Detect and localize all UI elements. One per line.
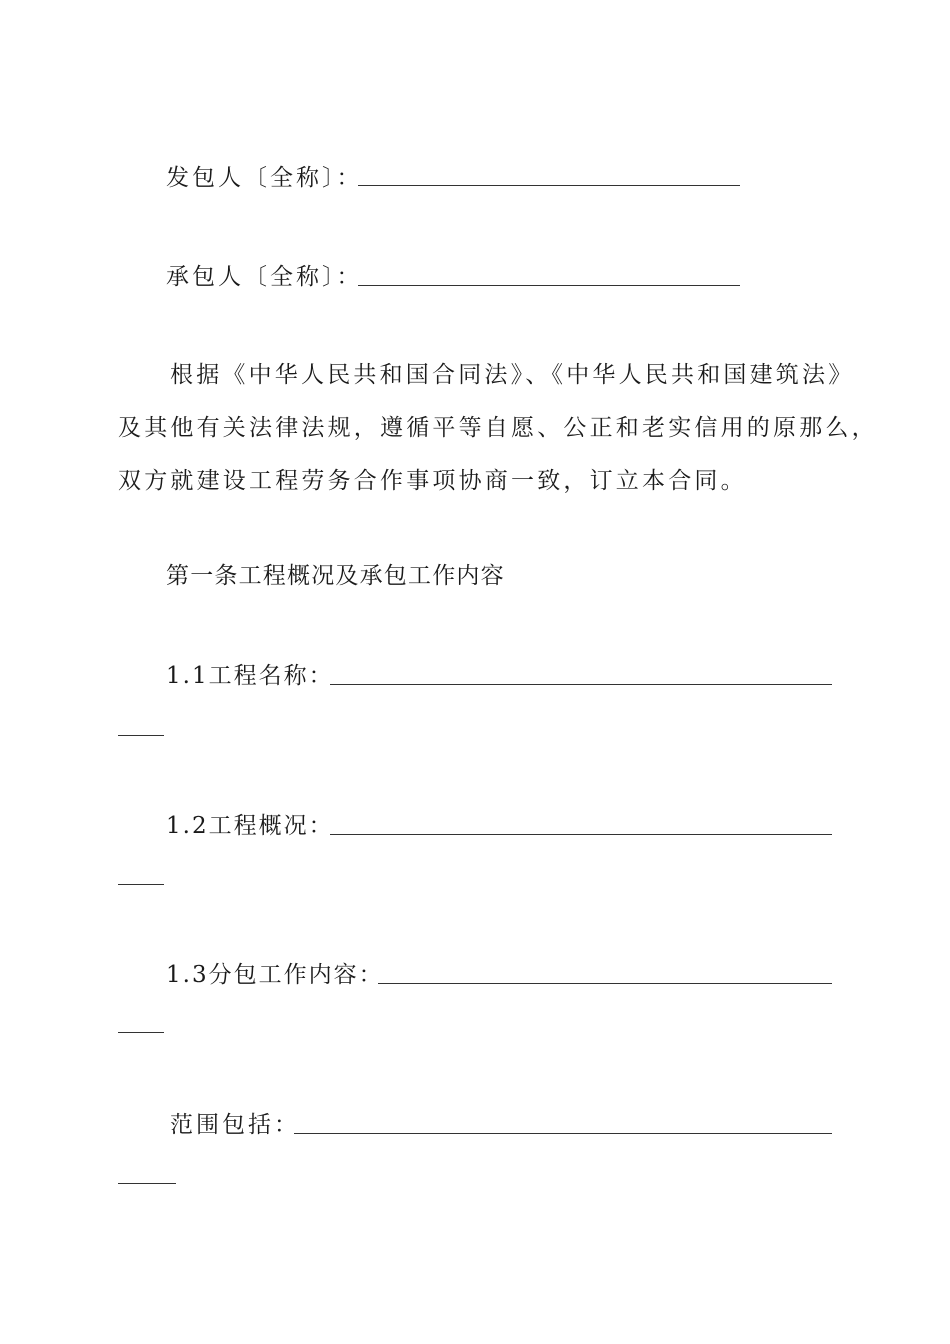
project-name-blank-continued[interactable] [118,735,164,736]
employer-name-blank[interactable] [358,185,740,186]
project-overview-blank-continued[interactable] [118,884,164,885]
contractor-label: 承包人〔全称〕： [166,264,363,290]
subcontract-content-blank-continued[interactable] [118,1032,164,1033]
project-name-blank[interactable] [330,684,832,685]
preamble-paragraph [118,349,878,508]
scope-blank-continued[interactable] [118,1183,176,1184]
preamble-line: 及其他有关法律法规，遵循平等自愿、公正和老实信用的原那么， [118,415,878,441]
item-1-3-label: 1.3分包工作内容： [166,962,384,988]
project-overview-blank[interactable] [330,834,832,835]
scope-blank[interactable] [294,1133,832,1134]
scope-label: 范围包括： [170,1112,300,1138]
contractor-name-blank[interactable] [358,285,740,286]
subcontract-content-blank[interactable] [378,983,832,984]
item-1-1-label: 1.1工程名称： [166,663,334,689]
article-1-title: 第一条工程概况及承包工作内容 [166,563,505,589]
preamble-line: 双方就建设工程劳务合作事项协商一致，订立本合同。 [118,468,747,494]
preamble-line: 根据《中华人民共和国合同法》、《中华人民共和国建筑法》 [170,362,855,388]
item-1-2-label: 1.2工程概况： [166,813,334,839]
employer-label: 发包人〔全称〕： [166,165,363,191]
